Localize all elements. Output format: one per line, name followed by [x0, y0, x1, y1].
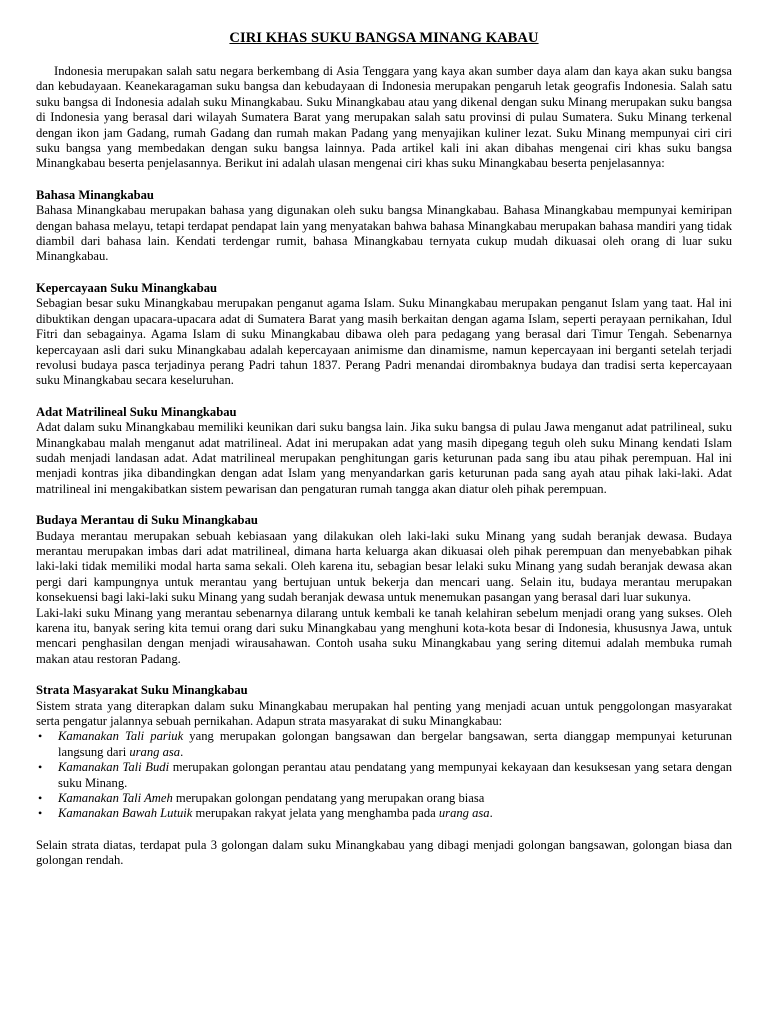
- section-bahasa: [36, 188, 732, 265]
- bullet-icon: •: [38, 760, 43, 775]
- strata-italic-tail: urang asa: [129, 744, 181, 759]
- strata-term: Kamanakan Tali Budi: [58, 760, 170, 775]
- section-heading: Adat Matrilineal Suku Minangkabau: [36, 404, 237, 419]
- strata-term: Kamanakan Tali pariuk: [58, 729, 184, 744]
- list-item: [36, 806, 732, 821]
- strata-description: merupakan golongan perantau atau pendatang yang mempunyai kekayaan dan kesuksesan yang setara dengan suku Minang.: [58, 760, 732, 790]
- list-item: [36, 791, 732, 806]
- section-heading: Strata Masyarakat Suku Minangkabau: [36, 683, 248, 698]
- section-heading: Kepercayaan Suku Minangkabau: [36, 280, 218, 295]
- bullet-icon: •: [38, 806, 43, 821]
- section-adat-matrilineal: [36, 405, 732, 497]
- section-strata: [36, 683, 732, 822]
- strata-end: .: [180, 744, 184, 759]
- list-item: [36, 760, 732, 791]
- strata-description: merupakan rakyat jelata yang menghamba pada: [192, 806, 439, 821]
- section-paragraph: Adat dalam suku Minangkabau memiliki keunikan dari suku bangsa lain. Jika suku bangsa di pulau Jawa menganut adat patrilineal, suku Minangkabau malah menganut adat matrilineal. Adat ini merupakan adat yang masih dipegang teguh oleh suku Minang kendati Islam sudah menjadi landasan adat. Adat matrilineal merupakan penghitungan garis keturunan pada sang ibu atau pihak perempuan. Hal ini menjadi kontras jika dibandingkan dengan adat Islam yang menyandarkan garis keturunan pada sang ayah atau pihak laki-laki. Adat matrilineal ini mengakibatkan sistem pewarisan dan pengaturan rumah tangga akan diatur oleh pihak perempuan.: [36, 420, 732, 496]
- section-paragraph: Sistem strata yang diterapkan dalam suku Minangkabau merupakan hal penting yang menjadi acuan untuk penggolongan masyarakat serta pengatur jalannya sebuah pernikahan. Adapun strata masyarakat di suku Minangkabau:: [36, 698, 732, 729]
- strata-italic-tail: urang asa: [438, 806, 490, 821]
- bullet-icon: •: [38, 729, 43, 744]
- strata-description: yang merupakan golongan bangsawan dan bergelar bangsawan, serta dianggap mempunyai keturunan langsung dari: [58, 729, 732, 759]
- strata-description: merupakan golongan pendatang yang merupakan orang biasa: [172, 791, 485, 806]
- closing-paragraph: Selain strata diatas, terdapat pula 3 golongan dalam suku Minangkabau yang dibagi menjadi golongan bangsawan, golongan biasa dan golongan rendah.: [36, 837, 732, 868]
- section-heading: Bahasa Minangkabau: [36, 187, 154, 202]
- section-paragraph: Laki-laki suku Minang yang merantau sebenarnya dilarang untuk kembali ke tanah kelahiran sebelum menjadi orang yang sukses. Oleh karena itu, banyak sering kita temui orang dari suku Minangkabau yang menghuni kota-kota besar di Indonesia, khususnya Jawa, untuk mencari penghasilan dengan menjadi wirausahawan. Contoh usaha suku Minangkabau yang sering ditemui adalah membuka rumah makan atau restoran Padang.: [36, 605, 732, 666]
- section-heading: Budaya Merantau di Suku Minangkabau: [36, 513, 258, 528]
- document-title: CIRI KHAS SUKU BANGSA MINANG KABAU: [229, 30, 539, 46]
- list-item: [36, 729, 732, 760]
- strata-term: Kamanakan Bawah Lutuik: [58, 806, 193, 821]
- section-budaya-merantau: [36, 513, 732, 667]
- bullet-icon: •: [38, 791, 43, 806]
- strata-term: Kamanakan Tali Ameh: [58, 791, 173, 806]
- intro-paragraph: Indonesia merupakan salah satu negara berkembang di Asia Tenggara yang kaya akan sumber daya alam dan kaya akan suku bangsa dan kebudayaan. Keanekaragaman suku bangsa dan kebudayaan di Indonesia merupakan pengaruh letak geografis Indonesia. Salah satu suku bangsa di Indonesia adalah suku Minangkabau. Suku Minangkabau atau yang dikenal dengan suku Minang merupakan suku bangsa di Indonesia yang berasal dari wilayah Sumatera Barat yang merupakan salah satu provinsi di pulau Sumatera. Suku Minang terkenal dengan ikon jam Gadang, rumah Gadang dan rumah makan Padang yang menyajikan kuliner lezat. Suku Minang mempunyai ciri ciri suku bangsa yang membedakan dengan suku bangsa lainnya. Pada artikel kali ini akan dibahas mengenai ciri khas suku bangsa Minangkabau beserta penjelasannya. Berikut ini adalah ulasan mengenai ciri khas suku Minangkabau beserta penjelasannya:: [36, 64, 732, 171]
- strata-end: .: [489, 806, 493, 821]
- strata-list: [36, 729, 732, 821]
- section-kepercayaan: [36, 281, 732, 389]
- section-paragraph: Bahasa Minangkabau merupakan bahasa yang digunakan oleh suku bangsa Minangkabau. Bahasa Minangkabau mempunyai kemiripan dengan bahasa melayu, tetapi terdapat pendapat lain yang menyatakan bahwa bahasa Minangkabau merupakan bahasa mandiri yang tidak diambil dari bahasa lain. Kendati terdengar rumit, bahasa Minangkabau ternyata cukup mudah dikuasai oleh orang di luar suku Minangkabau.: [36, 203, 732, 264]
- section-paragraph: Budaya merantau merupakan sebuah kebiasaan yang dilakukan oleh laki-laki suku Minang yang sudah beranjak dewasa. Budaya merantau merupakan imbas dari adat matrilineal, dimana harta keluarga akan dikuasai oleh pihak perempuan dan menyebabkan pihak laki-laki tidak memiliki modal harta sama sekali. Oleh karena itu, sebagian besar lelaki suku Minang yang sudah beranjak dewasa akan pergi dari kampungnya untuk merantau yang bertujuan untuk bekerja dan mencari uang. Selain itu, budaya merantau merupakan konsekuensi bagi laki-laki suku Minang yang sudah beranjak dewasa untuk menemukan pasangan yang berasal dari luar sukunya.: [36, 528, 732, 605]
- section-paragraph: Sebagian besar suku Minangkabau merupakan penganut agama Islam. Suku Minangkabau merupakan penganut Islam yang taat. Hal ini dibuktikan dengan upacara-upacara adat di Sumatera Barat yang masih berkaitan dengan agama Islam, seperti perayaan pernikahan, Idul Fitri dan sebagainya. Agama Islam di suku Minangkabau dibawa oleh para pedagang yang berasal dari Timur Tengah. Sebenarnya kepercayaan asli dari suku Minangkabau adalah kepercayaan animisme dan dinamisme, namun kepercayaan ini berganti setelah terjadi revolusi budaya pasca terjadinya perang Padri tahun 1837. Perang Padri menandai dirombaknya budaya dan tradisi serta kepercayaan suku Minangkabau secara keseluruhan.: [36, 296, 732, 388]
